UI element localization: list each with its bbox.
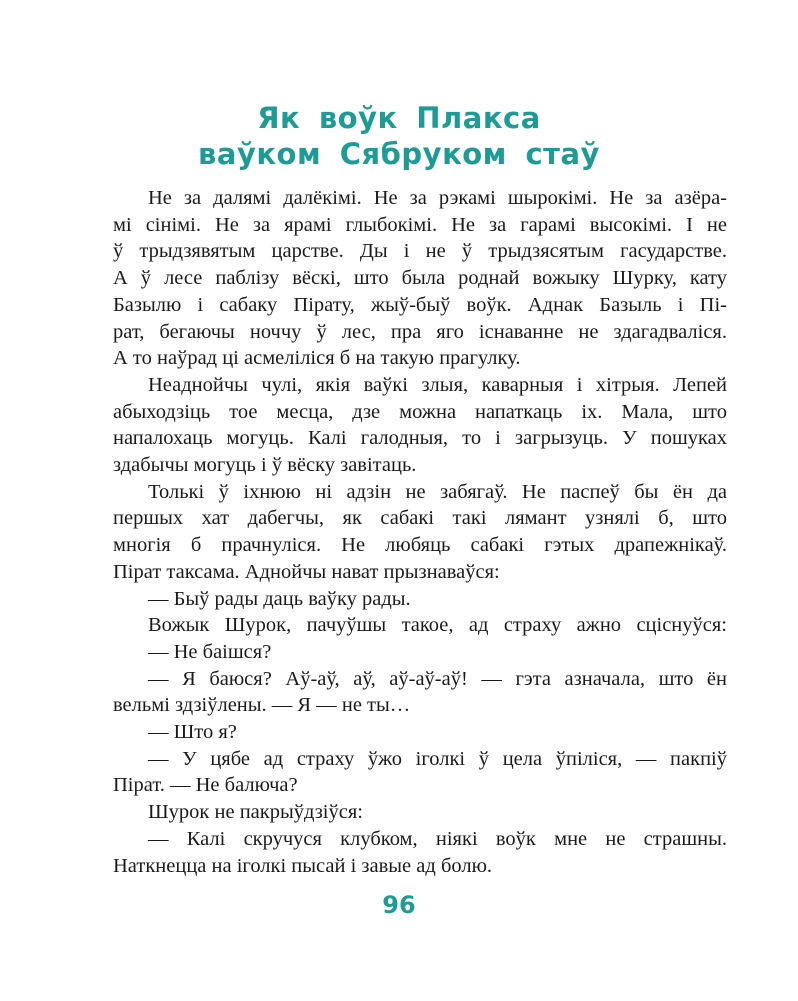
text-line: — Што я? <box>148 721 237 744</box>
story-body <box>113 185 727 879</box>
page-number: 96 <box>382 891 416 919</box>
text-line: Не за далямі далёкімі. Не за рэкамі шырокімі. Не за азёра- <box>148 187 727 209</box>
story-title <box>0 100 798 172</box>
text-line: — Не баішся? <box>148 640 272 663</box>
text-line: напалохаць могуць. Калі галодныя, то і загрызуць. У пошуках <box>113 427 727 450</box>
text-line: — Калі скручуся клубком, ніякі воўк мне не страшны. <box>148 827 727 850</box>
text-line: Вожык Шурок, пачуўшы такое, ад страху ажно сціснуўся: <box>148 614 727 637</box>
text-line: Неаднойчы чулі, якія ваўкі злыя, каварныя і хітрыя. Лепей <box>148 373 727 396</box>
text-line: А то наўрад ці асмеліліся б на такую прагулку. <box>113 347 521 370</box>
text-line: Пірат. — Не балюча? <box>113 774 298 797</box>
text-line: Наткнецца на іголкі пысай і завые ад болю. <box>113 854 493 877</box>
text-line: мі сінімі. Не за ярамі глыбокімі. Не за гарамі высокімі. І не <box>113 213 727 236</box>
text-line: — У цябе ад страху ўжо іголкі ў цела ўпіліся, — пакпіў <box>148 747 727 770</box>
text-line: рат, бегаючы ноччу ў лес, пра яго існаванне не здагадваліся. <box>113 320 727 343</box>
text-line: многія б прачнуліся. Не любяць сабакі гэтых драпежнікаў. <box>113 534 727 557</box>
text-line: — Быў рады даць ваўку рады. <box>148 587 411 610</box>
text-line: Толькі ў іхнюю ні адзін не забягаў. Не паспеў бы ён да <box>148 480 727 503</box>
text-line: А ў лесе паблізу вёскі, што была роднай вожыку Шурку, кату <box>113 267 727 290</box>
text-line: — Я баюся? Аў-аў, аў, аў-аў-аў! — гэта азначала, што ён <box>148 667 727 690</box>
text-line: абыходзіць тое месца, дзе можна напаткаць іх. Мала, што <box>113 400 727 423</box>
story-title-line-2: ваўком Сябруком стаў <box>198 137 600 171</box>
text-line: Пірат таксама. Аднойчы нават прызнаваўся: <box>113 560 500 583</box>
text-line: ў трыдзявятым царстве. Ды і не ў трыдзясятым гасударстве. <box>113 240 727 263</box>
story-title-line-1: Як воўк Плакса <box>257 101 541 135</box>
text-line: здабычы могуць і ў вёску завітаць. <box>113 454 417 477</box>
text-line: першых хат дабегчы, як сабакі такі лямант узнялі б, што <box>113 507 727 530</box>
text-line: Шурок не пакрыўдзіўся: <box>148 801 363 824</box>
text-line: вельмі здзіўлены. — Я — не ты… <box>113 694 411 717</box>
text-line: Базылю і сабаку Пірату, жыў-быў воўк. Аднак Базыль і Пі- <box>113 293 727 316</box>
